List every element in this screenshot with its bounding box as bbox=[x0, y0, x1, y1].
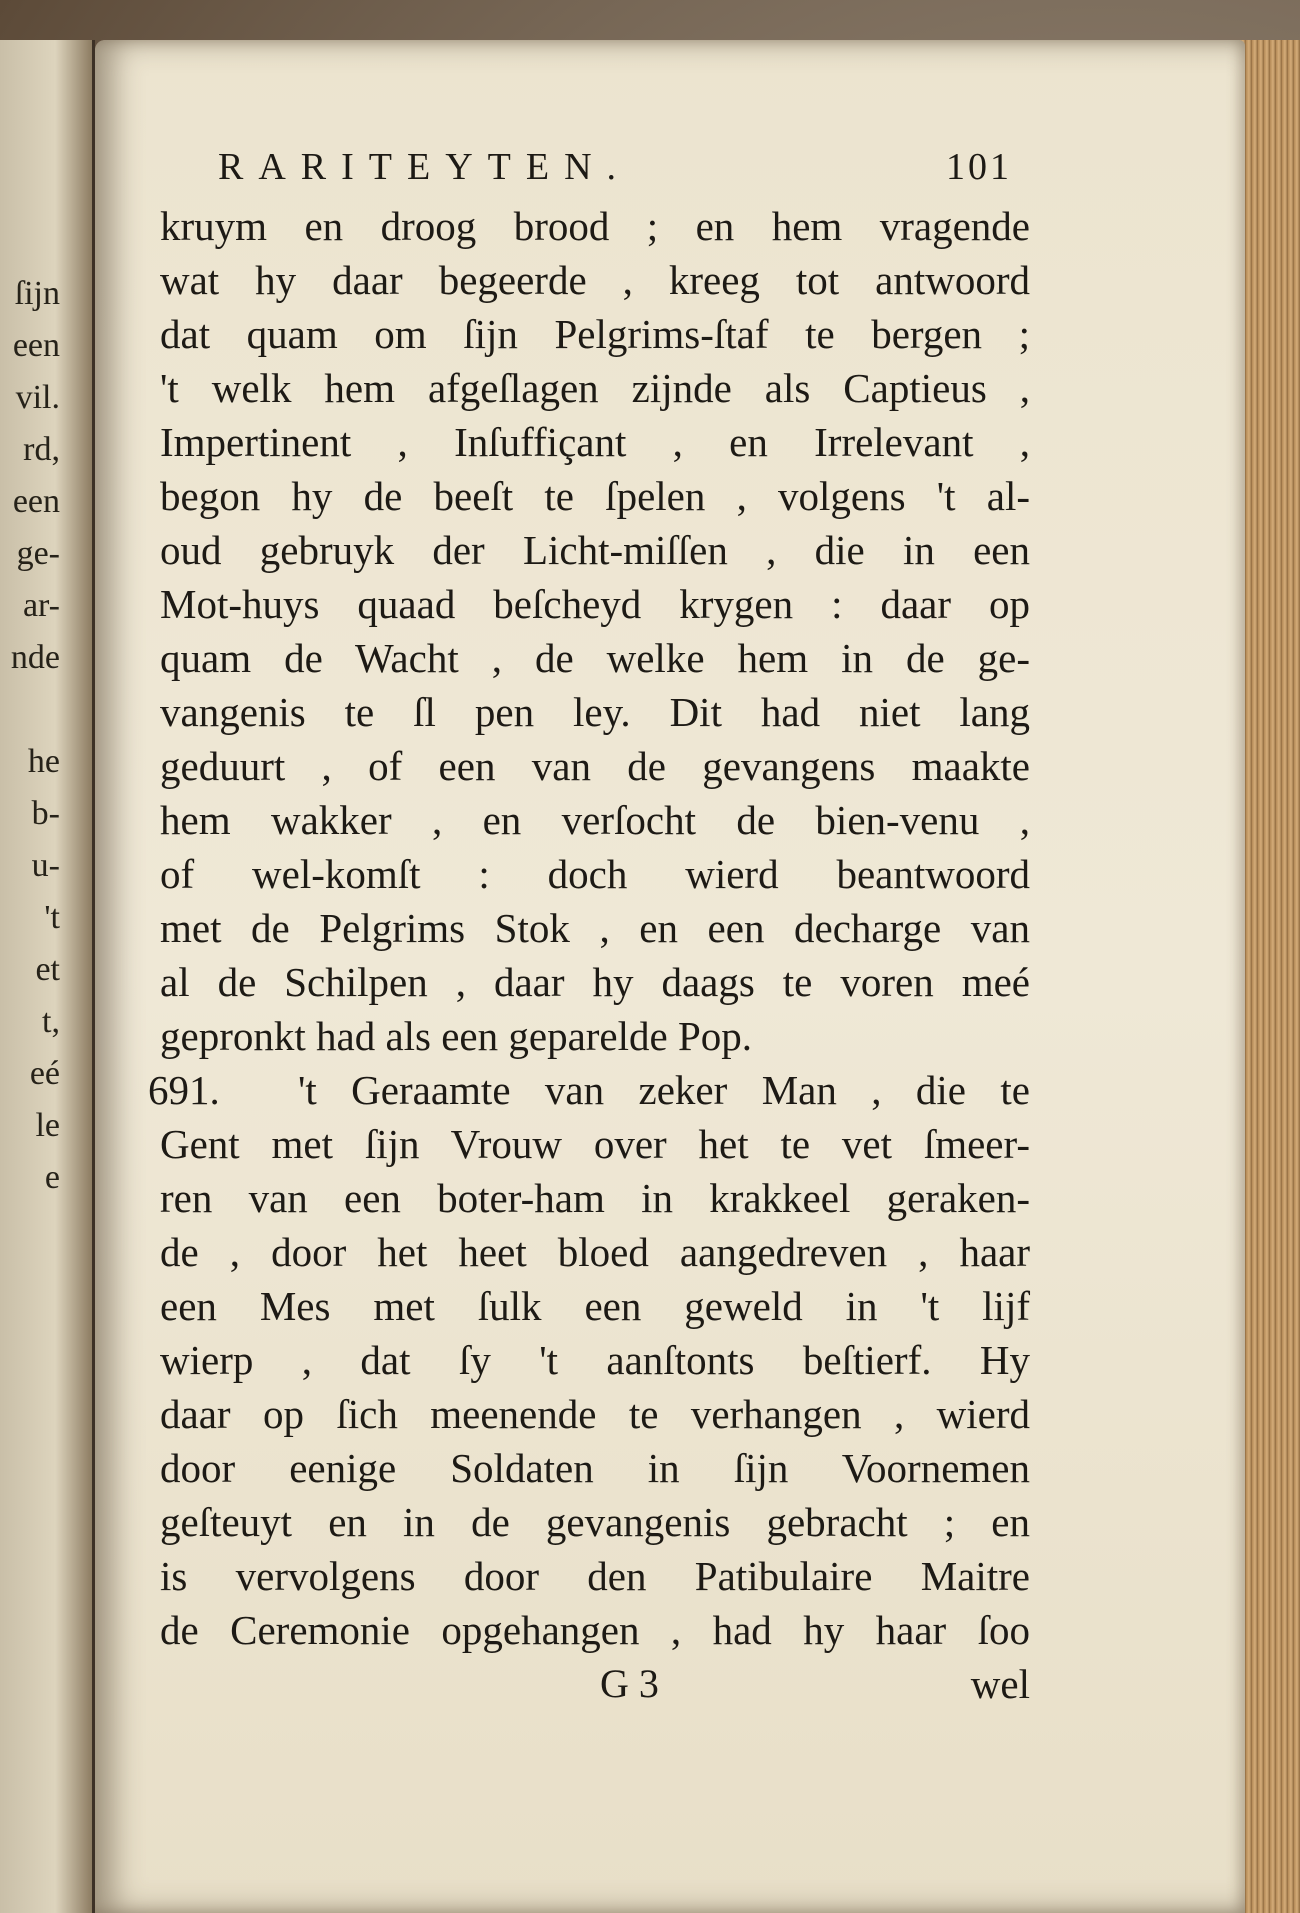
entry-number: 691. bbox=[148, 1067, 220, 1113]
text-line: 't welk hem afgeſlagen zijnde als Captieus , bbox=[160, 365, 1030, 411]
left-fragment: t, bbox=[42, 1003, 60, 1040]
text-line: wat hy daar begeerde , kreeg tot antwoord bbox=[160, 257, 1030, 303]
left-fragment: 't bbox=[44, 899, 60, 936]
body-paragraph bbox=[160, 199, 1030, 1063]
text-line: geduurt , of een van de gevangens maakte bbox=[160, 743, 1030, 789]
text-line: hem wakker , en verſocht de bien-venu , bbox=[160, 797, 1030, 843]
text-line: kruym en droog brood ; en hem vragende bbox=[160, 203, 1030, 249]
text-line: quam de Wacht , de welke hem in de ge- bbox=[160, 635, 1030, 681]
left-fragment: ar- bbox=[22, 587, 60, 624]
text-line: vangenis te ſl pen ley. Dit had niet lang bbox=[160, 689, 1030, 735]
entry-first-line-text: 't Geraamte van zeker Man , die te bbox=[298, 1067, 1030, 1113]
text-line: een Mes met ſulk een geweld in 't lijf bbox=[160, 1283, 1030, 1329]
left-fragment: le bbox=[35, 1107, 60, 1144]
left-fragment: u- bbox=[31, 847, 60, 884]
text-line: is vervolgens door den Patibulaire Maitre bbox=[160, 1553, 1030, 1599]
left-fragment: nde bbox=[10, 639, 60, 676]
text-line: de , door het heet bloed aangedreven , haar bbox=[160, 1229, 1030, 1275]
left-fragment: ſijn bbox=[14, 275, 60, 312]
running-head bbox=[160, 145, 1030, 195]
running-title: RARITEYTEN. bbox=[218, 146, 632, 188]
text-line: of wel-komſt : doch wierd beantwoord bbox=[160, 851, 1030, 897]
text-line: oud gebruyk der Licht-miſſen , die in een bbox=[160, 527, 1030, 573]
page-edges bbox=[1240, 40, 1300, 1913]
page-footer bbox=[160, 1657, 1030, 1711]
text-line: de Ceremonie opgehangen , had hy haar ſoo bbox=[160, 1607, 1030, 1653]
page-text bbox=[148, 145, 1030, 1711]
entry-first-line bbox=[148, 1063, 1030, 1117]
left-fragment: een bbox=[12, 327, 60, 364]
left-fragment: b- bbox=[31, 795, 60, 832]
text-line: met de Pelgrims Stok , en een decharge van bbox=[160, 905, 1030, 951]
text-line: al de Schilpen , daar hy daags te voren meé bbox=[160, 959, 1030, 1005]
left-fragment: een bbox=[12, 483, 60, 520]
text-line: geſteuyt en in de gevangenis gebracht ; en bbox=[160, 1499, 1030, 1545]
signature-mark: G 3 bbox=[600, 1661, 659, 1706]
text-line: Impertinent , Inſuffiçant , en Irrelevant , bbox=[160, 419, 1030, 465]
left-fragment: eé bbox=[29, 1055, 60, 1092]
left-fragment bbox=[0, 684, 60, 736]
left-fragment: et bbox=[35, 951, 60, 988]
text-line: ren van een boter-ham in krakkeel geraken- bbox=[160, 1175, 1030, 1221]
left-fragment: vil. bbox=[15, 379, 60, 416]
catchword: wel bbox=[970, 1661, 1030, 1707]
text-line: door eenige Soldaten in ſijn Voornemen bbox=[160, 1445, 1030, 1491]
text-line: Mot-huys quaad beſcheyd krygen : daar op bbox=[160, 581, 1030, 627]
left-fragment: ge- bbox=[16, 535, 60, 572]
text-line: wierp , dat ſy 't aanſtonts beſtierf. Hy bbox=[160, 1337, 1030, 1383]
left-page-text bbox=[0, 268, 60, 1204]
left-fragment: rd, bbox=[23, 431, 60, 468]
left-fragment: e bbox=[44, 1159, 60, 1196]
text-line: daar op ſich meenende te verhangen , wierd bbox=[160, 1391, 1030, 1437]
text-line: gepronkt had als een geparelde Pop. bbox=[160, 1013, 753, 1059]
text-line: dat quam om ſijn Pelgrims-ſtaf te bergen ; bbox=[160, 311, 1030, 357]
text-line: begon hy de beeſt te ſpelen , volgens 't al- bbox=[160, 473, 1030, 519]
text-line: Gent met ſijn Vrouw over het te vet ſmeer- bbox=[160, 1121, 1030, 1167]
page-number: 101 bbox=[946, 146, 1012, 188]
left-page-edge bbox=[0, 40, 95, 1913]
entry-691 bbox=[148, 1063, 1030, 1657]
left-fragment: he bbox=[27, 743, 60, 780]
